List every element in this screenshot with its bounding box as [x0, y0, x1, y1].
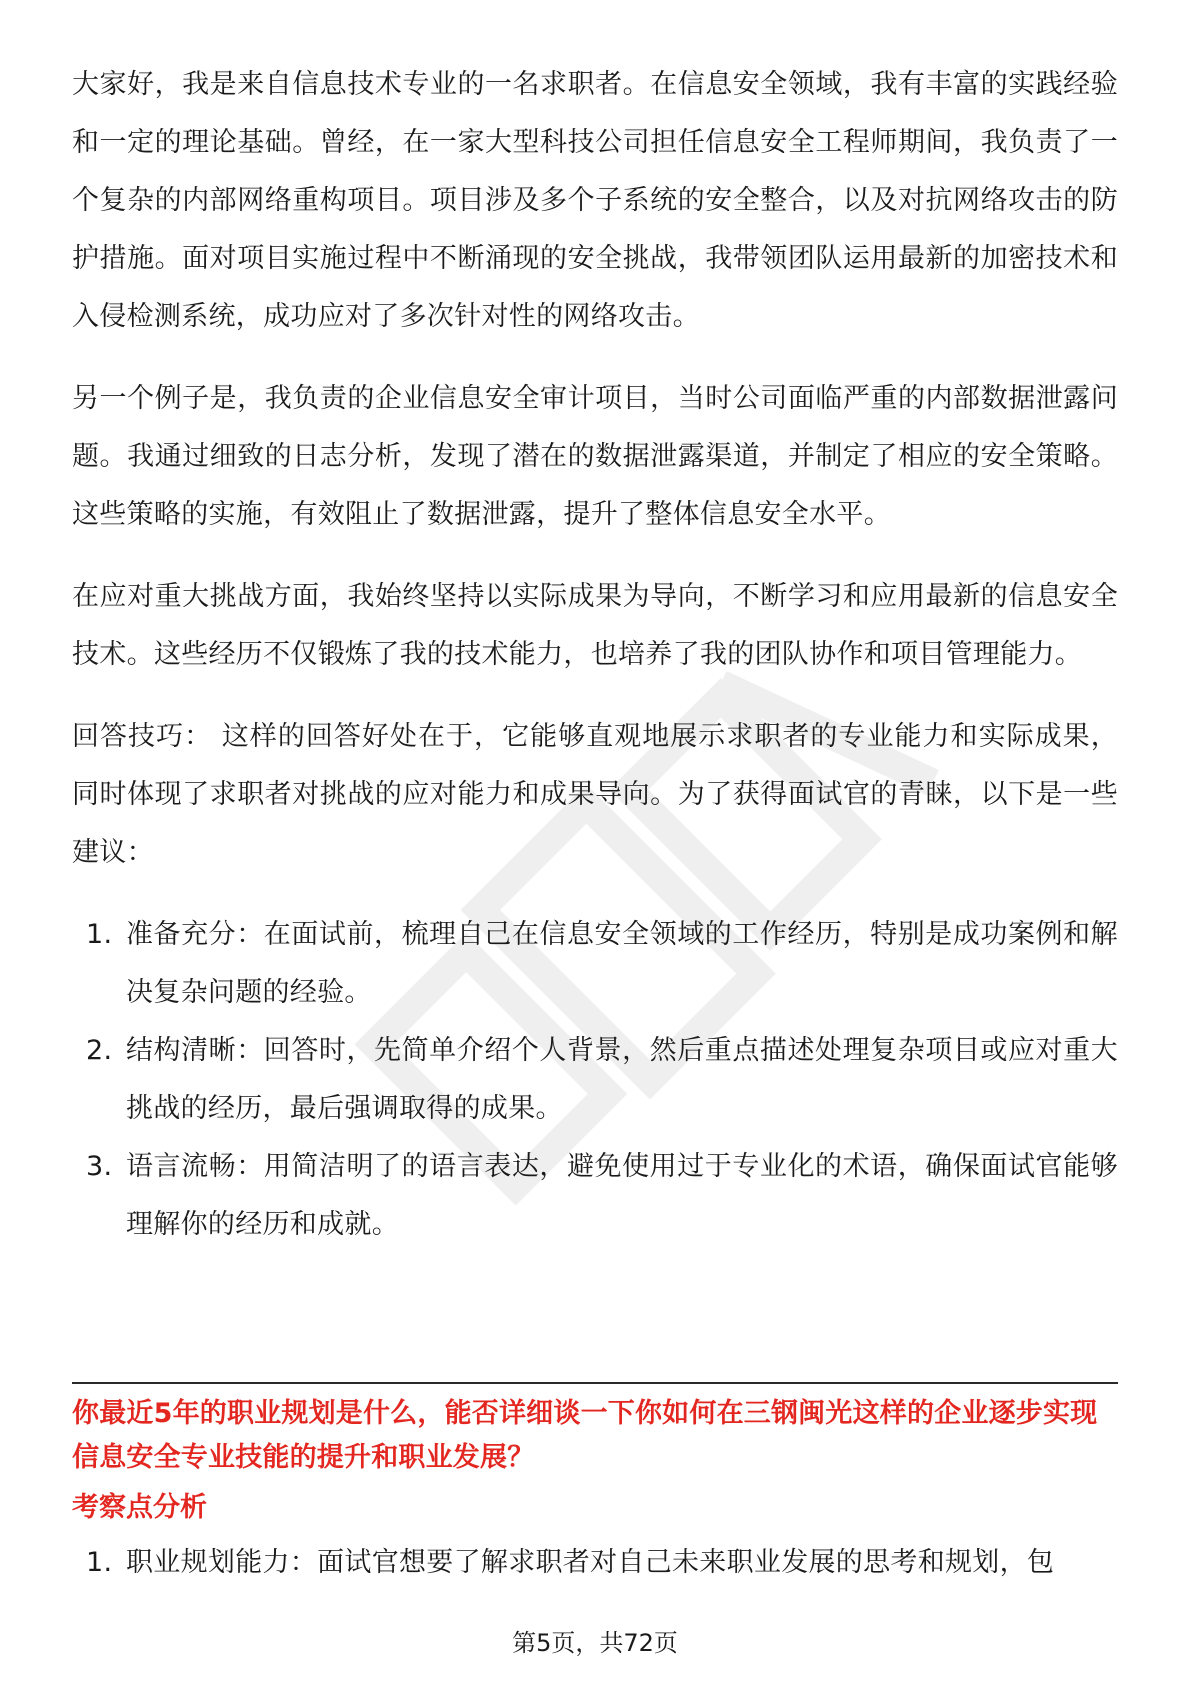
answer-paragraph-2: 另一个例子是，我负责的企业信息安全审计项目，当时公司面临严重的内部数据泄露问题。我通过细致的日志分析，发现了潜在的数据泄露渠道，并制定了相应的安全策略。这些策略的实施，有效阻止了数据泄露，提升了整体信息安全水平。 — [72, 383, 1118, 530]
list-item-text: 准备充分：在面试前，梳理自己在信息安全领域的工作经历，特别是成功案例和解决复杂问题的经验。 — [126, 919, 1118, 1008]
list-item — [72, 1022, 1118, 1138]
page-footer: 第5页，共72页 — [512, 1629, 678, 1657]
section-divider — [72, 1382, 1118, 1384]
analysis-heading: 考察点分析 — [72, 1492, 207, 1523]
list-item-text: 结构清晰：回答时，先简单介绍个人背景，然后重点描述处理复杂项目或应对重大挑战的经历，最后强调取得的成果。 — [126, 1035, 1118, 1124]
suggestion-list — [72, 906, 1118, 1254]
list-item-text: 职业规划能力：面试官想要了解求职者对自己未来职业发展的思考和规划，包 — [126, 1547, 1055, 1578]
list-item-number: 3. — [86, 1151, 113, 1182]
list-item — [72, 906, 1118, 1022]
list-item-number: 1. — [86, 1547, 113, 1578]
list-item-number: 2. — [86, 1035, 113, 1066]
answer-content — [72, 56, 1118, 1254]
question-heading: 你最近5年的职业规划是什么，能否详细谈一下你如何在三钢闽光这样的企业逐步实现信息安全专业技能的提升和职业发展？ — [72, 1398, 1098, 1473]
list-item — [72, 1534, 1118, 1592]
list-item — [72, 1138, 1118, 1254]
list-item-number: 1. — [86, 919, 113, 950]
answer-paragraph-1: 大家好，我是来自信息技术专业的一名求职者。在信息安全领域，我有丰富的实践经验和一定的理论基础。曾经，在一家大型科技公司担任信息安全工程师期间，我负责了一个复杂的内部网络重构项目。项目涉及多个子系统的安全整合，以及对抗网络攻击的防护措施。面对项目实施过程中不断涌现的安全挑战，我带领团队运用最新的加密技术和入侵检测系统，成功应对了多次针对性的网络攻击。 — [72, 69, 1118, 332]
list-item-text: 语言流畅：用简洁明了的语言表达，避免使用过于专业化的术语，确保面试官能够理解你的经历和成就。 — [126, 1151, 1118, 1240]
answer-paragraph-3: 在应对重大挑战方面，我始终坚持以实际成果为导向，不断学习和应用最新的信息安全技术。这些经历不仅锻炼了我的技术能力，也培养了我的团队协作和项目管理能力。 — [72, 581, 1118, 670]
analysis-list — [72, 1534, 1118, 1592]
answer-tips: 回答技巧： 这样的回答好处在于，它能够直观地展示求职者的专业能力和实际成果，同时体现了求职者对挑战的应对能力和成果导向。为了获得面试官的青睐，以下是一些建议： — [72, 721, 1118, 868]
